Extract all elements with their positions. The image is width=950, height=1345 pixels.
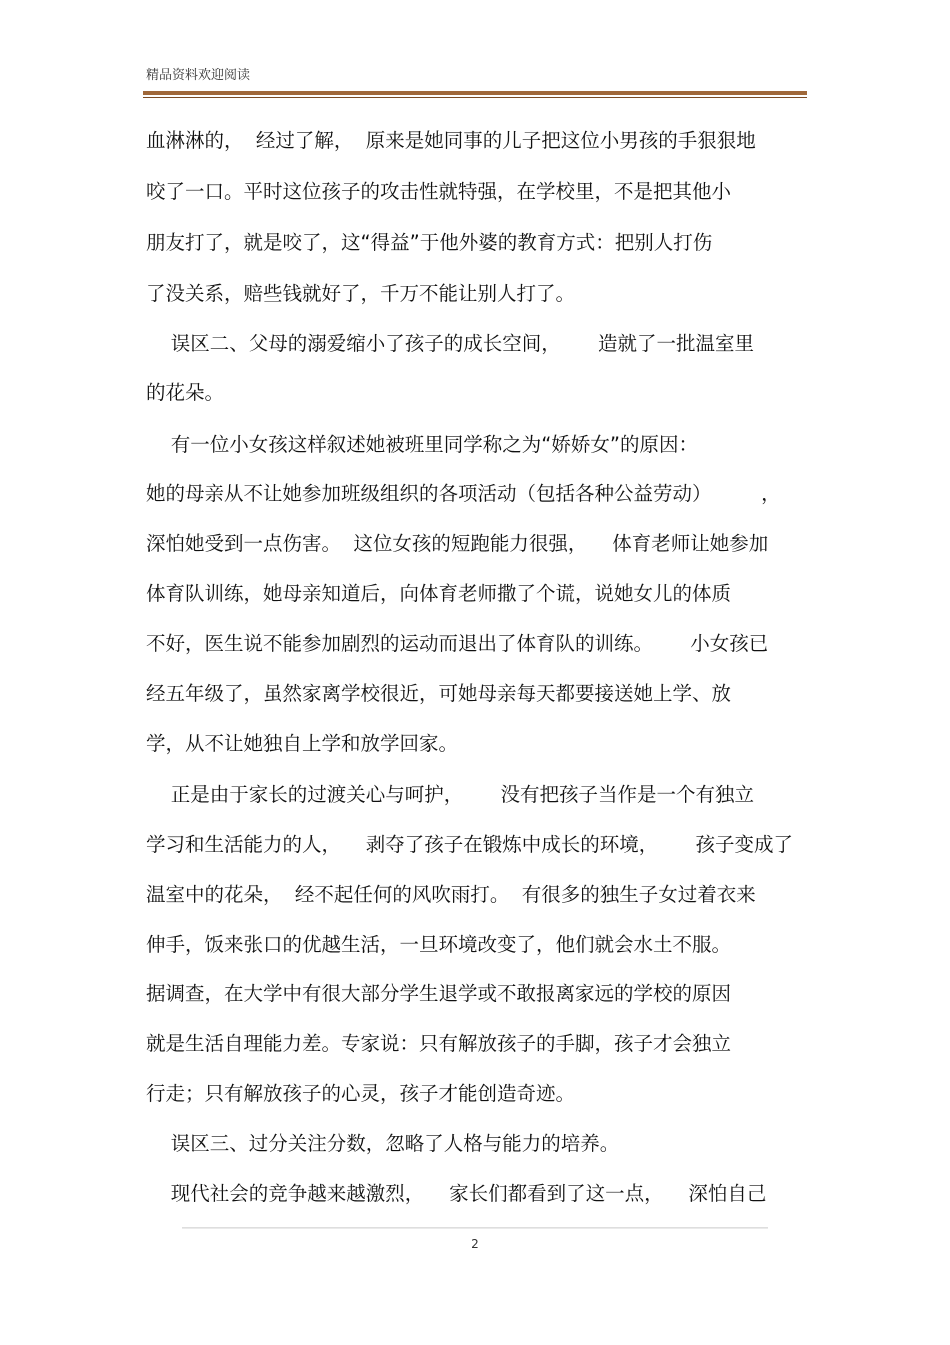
text-line: 误区二、父母的溺爱缩小了孩子的成长空间， 造就了一批温室里 <box>146 332 754 355</box>
text-line: 学，从不让她独自上学和放学回家。 <box>146 732 459 755</box>
header-rule-thin <box>143 97 807 98</box>
text-line: 误区三、过分关注分数，忽略了人格与能力的培养。 <box>146 1132 620 1155</box>
header-rule-thick <box>143 91 807 95</box>
footer-rule <box>182 1227 768 1229</box>
text-line: 朋友打了，就是咬了，这“得益”于他外婆的教育方式：把别人打伤 <box>146 231 713 254</box>
page-header-title: 精品资料欢迎阅读 <box>146 68 251 83</box>
text-line: 深怕她受到一点伤害。 这位女孩的短跑能力很强， 体育老师让她参加 <box>146 532 769 555</box>
text-line: 就是生活自理能力差。专家说：只有解放孩子的手脚，孩子才会独立 <box>146 1032 732 1055</box>
text-line: 温室中的花朵， 经不起任何的风吹雨打。 有很多的独生子女过着衣来 <box>146 883 756 906</box>
text-line: 她的母亲从不让她参加班级组织的各项活动（包括各种公益劳动） ， <box>146 482 781 505</box>
text-line: 行走；只有解放孩子的心灵，孩子才能创造奇迹。 <box>146 1082 576 1105</box>
text-line: 了没关系，赔些钱就好了，千万不能让别人打了。 <box>146 282 576 305</box>
text-line: 现代社会的竞争越来越激烈， 家长们都看到了这一点， 深怕自己 <box>146 1182 767 1205</box>
text-line: 经五年级了，虽然家离学校很近，可她母亲每天都要接送她上学、放 <box>146 682 732 705</box>
text-line: 咬了一口。平时这位孩子的攻击性就特强，在学校里，不是把其他小 <box>146 180 732 203</box>
text-line: 有一位小女孩这样叙述她被班里同学称之为“娇娇女”的原因： <box>146 433 698 456</box>
page-number: 2 <box>471 1237 479 1251</box>
text-line: 正是由于家长的过渡关心与呵护， 没有把孩子当作是一个有独立 <box>146 783 754 806</box>
text-line: 伸手，饭来张口的优越生活，一旦环境改变了，他们就会水土不服。 <box>146 933 732 956</box>
text-line: 据调查，在大学中有很大部分学生退学或不敢报离家远的学校的原因 <box>146 982 732 1005</box>
text-line: 体育队训练，她母亲知道后，向体育老师撒了个谎，说她女儿的体质 <box>146 582 732 605</box>
text-line: 不好，医生说不能参加剧烈的运动而退出了体育队的训练。 小女孩已 <box>146 632 769 655</box>
text-line: 的花朵。 <box>146 381 225 404</box>
text-line: 血淋淋的， 经过了解， 原来是她同事的儿子把这位小男孩的手狠狠地 <box>146 129 756 152</box>
text-line: 学习和生活能力的人， 剥夺了孩子在锻炼中成长的环境， 孩子变成了 <box>146 833 793 856</box>
